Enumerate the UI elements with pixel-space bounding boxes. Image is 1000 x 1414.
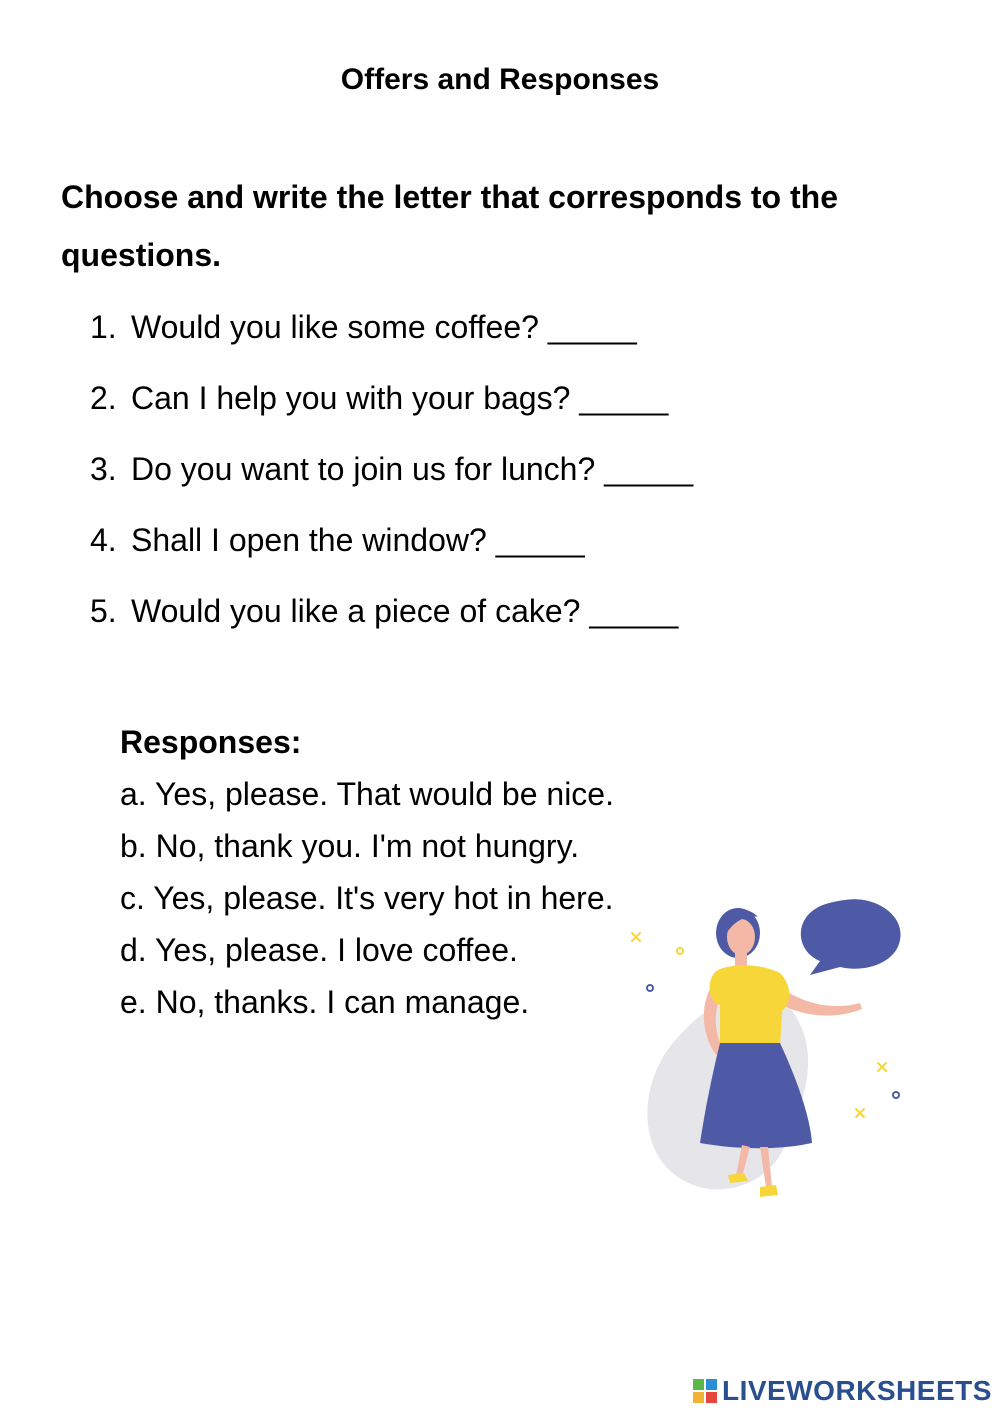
response-item: a. Yes, please. That would be nice. [120, 776, 614, 812]
question-text: Would you like a piece of cake? _____ [131, 593, 679, 629]
question-item [90, 447, 693, 518]
question-text: Do you want to join us for lunch? _____ [131, 451, 694, 487]
question-number: 5. [90, 593, 117, 629]
question-text: Can I help you with your bags? _____ [131, 380, 669, 416]
instructions-text: Choose and write the letter that corresponds to the questions. [61, 179, 838, 273]
question-number: 3. [90, 451, 117, 487]
question-item [90, 518, 693, 589]
responses-heading: Responses: [120, 724, 302, 760]
question-item [90, 376, 693, 447]
question-list [90, 305, 693, 660]
question-text: Shall I open the window? _____ [131, 522, 585, 558]
responses-section [120, 722, 614, 1028]
liveworksheets-logo [692, 1374, 992, 1408]
question-text: Would you like some coffee? _____ [131, 309, 637, 345]
shirt [710, 965, 790, 1047]
woman-speech-bubble-illustration-icon [620, 875, 950, 1220]
shoe [760, 1185, 778, 1197]
speech-bubble [801, 899, 901, 975]
response-item: d. Yes, please. I love coffee. [120, 932, 518, 968]
question-number: 2. [90, 380, 117, 416]
question-item [90, 589, 693, 660]
logo-text: LIVEWORKSHEETS [722, 1375, 992, 1406]
question-number: 4. [90, 522, 117, 558]
response-item: b. No, thank you. I'm not hungry. [120, 828, 580, 864]
question-number: 1. [90, 309, 117, 345]
liveworksheets-logo-icon [692, 1378, 718, 1404]
question-item [90, 305, 693, 376]
response-item: c. Yes, please. It's very hot in here. [120, 880, 614, 916]
response-item: e. No, thanks. I can manage. [120, 984, 530, 1020]
page-title: Offers and Responses [340, 63, 660, 96]
